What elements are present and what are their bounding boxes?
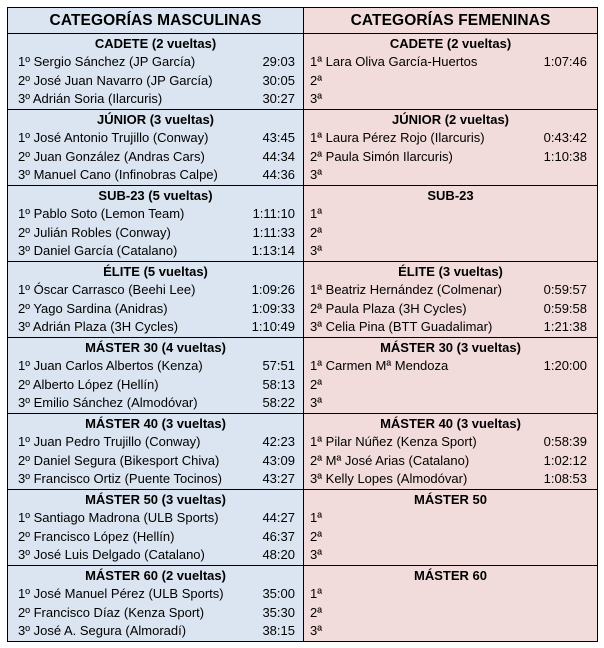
female-category-block: [304, 34, 598, 110]
category-title: MÁSTER 30 (4 vueltas): [85, 340, 226, 355]
female-category-block: [304, 338, 598, 414]
result-row: [8, 357, 303, 376]
rider-name: 3ª: [310, 623, 323, 638]
result-row: [304, 300, 597, 319]
male-category-block: [8, 490, 304, 566]
rider-name: 3ª Kelly Lopes (Almodóvar): [310, 471, 468, 486]
result-row: [8, 205, 303, 224]
rider-name: 2ª: [310, 528, 323, 544]
rider-name: 2º Francisco Díaz (Kenza Sport): [18, 604, 205, 620]
result-row: [304, 528, 597, 547]
finish-time: 0:59:58: [543, 300, 587, 316]
finish-time: 58:22: [262, 395, 295, 410]
result-row: [304, 546, 597, 565]
female-category-block: [304, 110, 598, 186]
result-row: [304, 318, 597, 337]
male-category-block: [8, 566, 304, 642]
rider-name: 2º Daniel Segura (Bikesport Chiva): [18, 452, 220, 468]
rider-name: 2º Alberto López (Hellín): [18, 376, 159, 392]
rider-name: 1º José Antonio Trujillo (Conway): [18, 130, 209, 145]
category-title: SUB-23: [427, 188, 474, 203]
result-row: [304, 394, 597, 413]
rider-name: 2º José Juan Navarro (JP García): [18, 72, 213, 88]
rider-name: 1º Sergio Sánchez (JP García): [18, 54, 196, 69]
rider-name: 1ª: [310, 206, 323, 221]
result-row: [304, 148, 597, 167]
rider-name: 2ª: [310, 604, 323, 620]
result-row: [8, 53, 303, 72]
category-title: MÁSTER 50 (3 vueltas): [85, 492, 226, 507]
category-title: SUB-23 (5 vueltas): [98, 188, 213, 203]
female-category-block: [304, 262, 598, 338]
finish-time: 1:09:33: [251, 300, 295, 316]
result-row: [304, 224, 597, 243]
result-row: [304, 53, 597, 72]
rider-name: 1ª Lara Oliva García-Huertos: [310, 54, 478, 69]
male-category-block: [8, 414, 304, 490]
result-row: [304, 604, 597, 623]
rider-name: 3ª: [310, 395, 323, 410]
finish-time: 48:20: [262, 547, 295, 562]
rider-name: 3º Emilio Sánchez (Almodóvar): [18, 395, 198, 410]
rider-name: 2º Francisco López (Hellín): [18, 528, 175, 544]
male-category-block: [8, 186, 304, 262]
finish-time: 1:10:38: [543, 148, 587, 164]
rider-name: 2º Juan González (Andras Cars): [18, 148, 205, 164]
category-title: CADETE (2 vueltas): [94, 36, 217, 51]
female-category-block: [304, 490, 598, 566]
result-row: [304, 470, 597, 489]
rider-name: 1º José Manuel Pérez (ULB Sports): [18, 586, 224, 601]
finish-time: 1:21:38: [543, 319, 587, 334]
rider-name: 2ª Paula Simón Ilarcuris): [310, 148, 453, 164]
category-title: MÁSTER 40 (3 vueltas): [85, 416, 226, 431]
finish-time: 1:11:10: [252, 206, 295, 221]
finish-time: 44:27: [262, 510, 295, 525]
result-row: [8, 585, 303, 604]
finish-time: 42:23: [262, 434, 295, 449]
rider-name: 1ª Beatriz Hernández (Colmenar): [310, 282, 502, 297]
category-title: ÉLITE (5 vueltas): [103, 264, 208, 279]
result-row: [8, 72, 303, 91]
result-row: [8, 604, 303, 623]
rider-name: 1º Pablo Soto (Lemon Team): [18, 206, 185, 221]
result-row: [8, 148, 303, 167]
rider-name: 1º Óscar Carrasco (Beehi Lee): [18, 282, 196, 297]
finish-time: 46:37: [262, 528, 295, 544]
result-row: [8, 129, 303, 148]
result-row: [8, 242, 303, 261]
result-row: [304, 281, 597, 300]
category-title: MÁSTER 60 (2 vueltas): [85, 568, 226, 583]
rider-name: 1º Santiago Madrona (ULB Sports): [18, 510, 219, 525]
male-category-block: [8, 338, 304, 414]
finish-time: 1:08:53: [543, 471, 587, 486]
rider-name: 1ª: [310, 510, 323, 525]
male-column-header: CATEGORÍAS MASCULINAS: [8, 8, 304, 34]
female-category-block: [304, 566, 598, 642]
category-title: CADETE (2 vueltas): [389, 36, 512, 51]
rider-name: 1ª Laura Pérez Rojo (Ilarcuris): [310, 130, 485, 145]
male-category-block: [8, 34, 304, 110]
finish-time: 43:27: [262, 471, 295, 486]
result-row: [8, 376, 303, 395]
rider-name: 1ª Pilar Núñez (Kenza Sport): [310, 434, 477, 449]
results-table: [7, 7, 598, 642]
rider-name: 2ª: [310, 376, 323, 392]
result-row: [8, 166, 303, 185]
category-title: MÁSTER 50: [414, 492, 487, 507]
finish-time: 1:11:33: [252, 224, 295, 240]
female-category-block: [304, 414, 598, 490]
rider-name: 3ª: [310, 547, 323, 562]
category-title: MÁSTER 40 (3 vueltas): [380, 416, 521, 431]
result-row: [8, 509, 303, 528]
finish-time: 44:34: [262, 148, 295, 164]
rider-name: 1ª Carmen Mª Mendoza: [310, 358, 449, 373]
rider-name: 3º Daniel García (Catalano): [18, 243, 178, 258]
category-title: MÁSTER 60: [414, 568, 487, 583]
rider-name: 3º Manuel Cano (Infinobras Calpe): [18, 167, 218, 182]
finish-time: 0:59:57: [543, 282, 587, 297]
result-row: [304, 166, 597, 185]
rider-name: 3º Adrián Plaza (3H Cycles): [18, 319, 179, 334]
finish-time: 43:45: [262, 130, 295, 145]
result-row: [8, 300, 303, 319]
finish-time: 1:09:26: [251, 282, 295, 297]
rider-name: 3º José A. Segura (Almoradí): [18, 623, 187, 638]
finish-time: 29:03: [262, 54, 295, 69]
rider-name: 3º Francisco Ortiz (Puente Tocinos): [18, 471, 222, 486]
rider-name: 3ª: [310, 167, 323, 182]
category-title: MÁSTER 30 (3 vueltas): [380, 340, 521, 355]
result-row: [8, 224, 303, 243]
rider-name: 2º Julián Robles (Conway): [18, 224, 171, 240]
result-row: [8, 546, 303, 565]
result-row: [304, 242, 597, 261]
finish-time: 30:05: [262, 72, 295, 88]
result-row: [304, 72, 597, 91]
result-row: [8, 452, 303, 471]
result-row: [304, 129, 597, 148]
rider-name: 1º Juan Carlos Albertos (Kenza): [18, 358, 203, 373]
result-row: [304, 452, 597, 471]
finish-time: 35:00: [262, 586, 295, 601]
finish-time: 1:10:49: [251, 319, 295, 334]
rider-name: 2ª Mª José Arias (Catalano): [310, 452, 470, 468]
finish-time: 44:36: [262, 167, 295, 182]
rider-name: 3º Adrián Soria (Ilarcuris): [18, 91, 163, 106]
rider-name: 2º Yago Sardina (Anidras): [18, 300, 168, 316]
finish-time: 1:20:00: [543, 358, 587, 373]
result-row: [304, 433, 597, 452]
finish-time: 1:07:46: [543, 54, 587, 69]
result-row: [8, 90, 303, 109]
result-row: [304, 585, 597, 604]
category-title: ÉLITE (3 vueltas): [398, 264, 503, 279]
rider-name: 3ª: [310, 243, 323, 258]
male-category-block: [8, 262, 304, 338]
male-category-block: [8, 110, 304, 186]
female-category-block: [304, 186, 598, 262]
result-row: [304, 622, 597, 641]
finish-time: 0:58:39: [543, 434, 587, 449]
rider-name: 2ª Paula Plaza (3H Cycles): [310, 300, 467, 316]
finish-time: 43:09: [262, 452, 295, 468]
result-row: [304, 509, 597, 528]
rider-name: 1º Juan Pedro Trujillo (Conway): [18, 434, 201, 449]
result-row: [8, 433, 303, 452]
finish-time: 57:51: [262, 358, 295, 373]
result-row: [304, 90, 597, 109]
result-row: [8, 281, 303, 300]
result-row: [8, 470, 303, 489]
rider-name: 3ª: [310, 91, 323, 106]
finish-time: 38:15: [262, 623, 295, 638]
result-row: [304, 205, 597, 224]
finish-time: 1:02:12: [543, 452, 587, 468]
finish-time: 1:13:14: [251, 243, 295, 258]
result-row: [304, 376, 597, 395]
finish-time: 58:13: [262, 376, 295, 392]
rider-name: 3º José Luis Delgado (Catalano): [18, 547, 205, 562]
female-column-header: CATEGORÍAS FEMENINAS: [304, 8, 598, 34]
finish-time: 30:27: [262, 91, 295, 106]
result-row: [8, 394, 303, 413]
result-row: [8, 528, 303, 547]
result-row: [304, 357, 597, 376]
finish-time: 0:43:42: [543, 130, 587, 145]
rider-name: 3ª Celia Pina (BTT Guadalimar): [310, 319, 493, 334]
result-row: [8, 622, 303, 641]
category-title: JÚNIOR (2 vueltas): [391, 112, 510, 127]
rider-name: 2ª: [310, 72, 323, 88]
result-row: [8, 318, 303, 337]
rider-name: 1ª: [310, 586, 323, 601]
finish-time: 35:30: [262, 604, 295, 620]
category-title: JÚNIOR (3 vueltas): [96, 112, 215, 127]
rider-name: 2ª: [310, 224, 323, 240]
